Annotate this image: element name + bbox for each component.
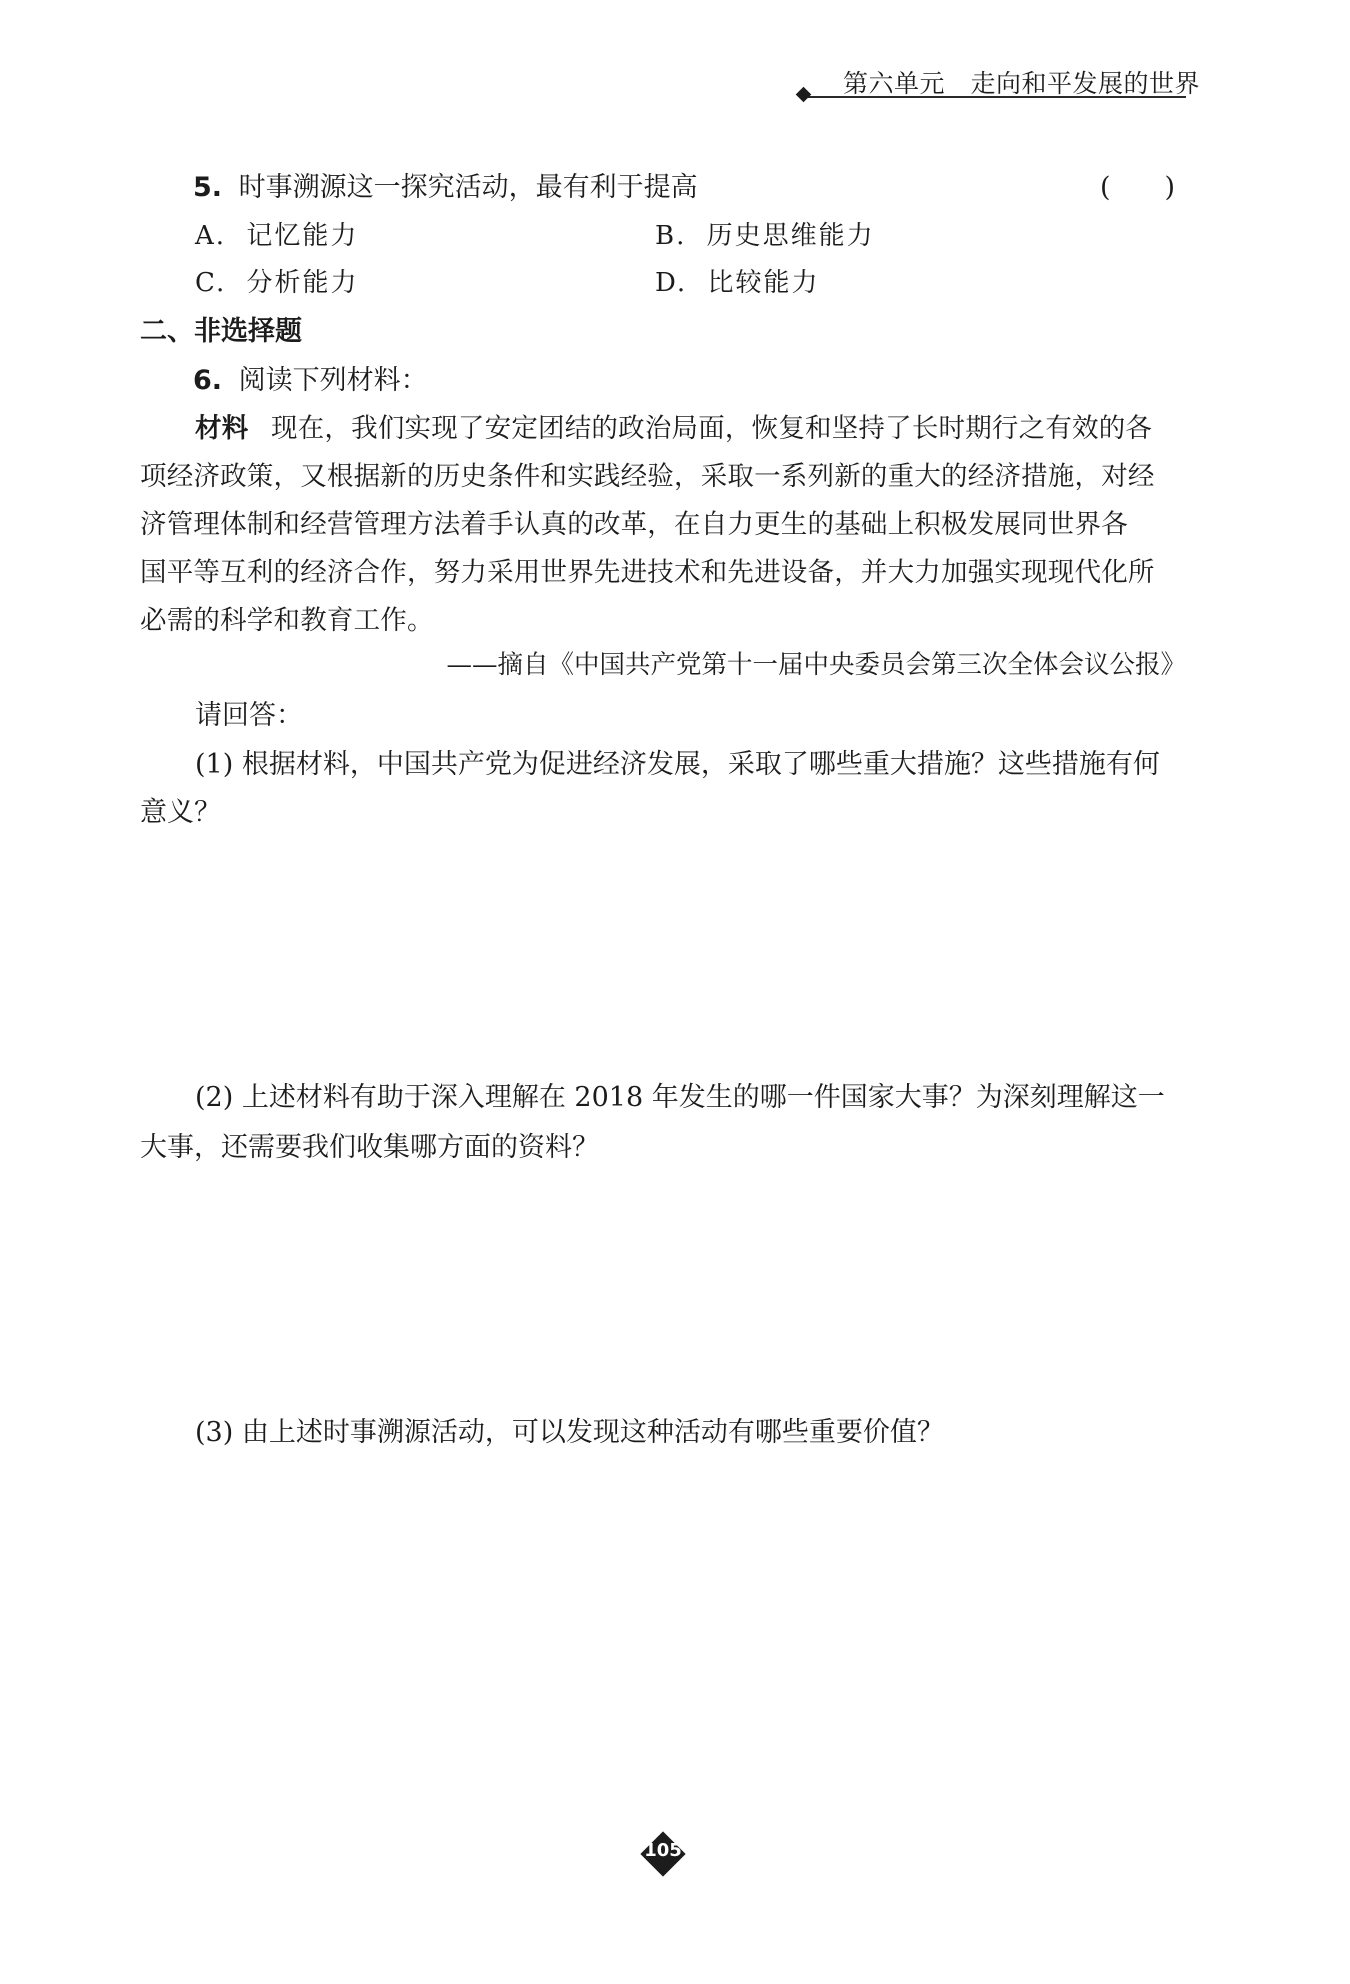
header-diamond-icon: [796, 87, 812, 103]
option-c-letter: C.: [195, 268, 227, 298]
option-c-text: 分析能力: [246, 268, 359, 298]
material-line-5: 必需的科学和教育工作。: [140, 605, 434, 636]
question-5-number: 5.: [193, 172, 223, 203]
question-6-number: 6.: [193, 365, 223, 396]
option-a: [195, 215, 358, 252]
sub-question-1-line-2: 意义？: [140, 797, 221, 828]
option-d-letter: D.: [655, 268, 688, 298]
question-5-answer-bracket: ( ): [1100, 172, 1176, 203]
answer-prompt: 请回答：: [195, 700, 303, 731]
page-number-badge: [641, 1832, 685, 1876]
sub-question-2-line-1: (2) 上述材料有助于深入理解在 2018 年发生的哪一件国家大事？为深刻理解这一: [195, 1082, 1165, 1113]
material-text-1: 现在，我们实现了安定团结的政治局面，恢复和坚持了长时期行之有效的各: [271, 413, 1153, 444]
option-a-text: 记忆能力: [246, 221, 359, 251]
material-line-4: 国平等互利的经济合作，努力采用世界先进技术和先进设备，并大力加强实现现代化所: [140, 557, 1155, 588]
sub-question-2-line-2: 大事，还需要我们收集哪方面的资料？: [140, 1132, 599, 1163]
sub-question-1-line-1: (1) 根据材料，中国共产党为促进经济发展，采取了哪些重大措施？这些措施有何: [195, 749, 1160, 780]
material-line-3: 济管理体制和经营管理方法着手认真的改革，在自力更生的基础上积极发展同世界各: [140, 509, 1128, 540]
question-6-instruction-row: [193, 358, 428, 397]
unit-title: 第六单元 走向和平发展的世界: [843, 69, 1201, 98]
page-number: 105: [644, 1840, 682, 1861]
material-source: ——摘自《中国共产党第十一届中央委员会第三次全体会议公报》: [446, 650, 1186, 680]
option-d-text: 比较能力: [707, 268, 820, 298]
question-5-stem: 时事溯源这一探究活动，最有利于提高: [238, 172, 698, 203]
sub-question-3: (3) 由上述时事溯源活动，可以发现这种活动有哪些重要价值？: [195, 1417, 944, 1448]
material-line-2: 项经济政策，又根据新的历史条件和实践经验，采取一系列新的重大的经济措施，对经: [140, 461, 1155, 492]
option-b-text: 历史思维能力: [706, 221, 875, 251]
option-b: [655, 215, 875, 252]
option-c: [195, 262, 359, 299]
option-b-letter: B.: [655, 221, 687, 251]
question-5-stem-row: [193, 165, 698, 204]
section-title-non-choice: 二、非选择题: [140, 316, 302, 347]
option-d: [655, 262, 819, 299]
material-line-1: [195, 406, 1152, 445]
option-a-letter: A.: [195, 221, 227, 251]
question-6-instruction: 阅读下列材料：: [238, 365, 428, 396]
material-label: 材料: [195, 413, 249, 444]
